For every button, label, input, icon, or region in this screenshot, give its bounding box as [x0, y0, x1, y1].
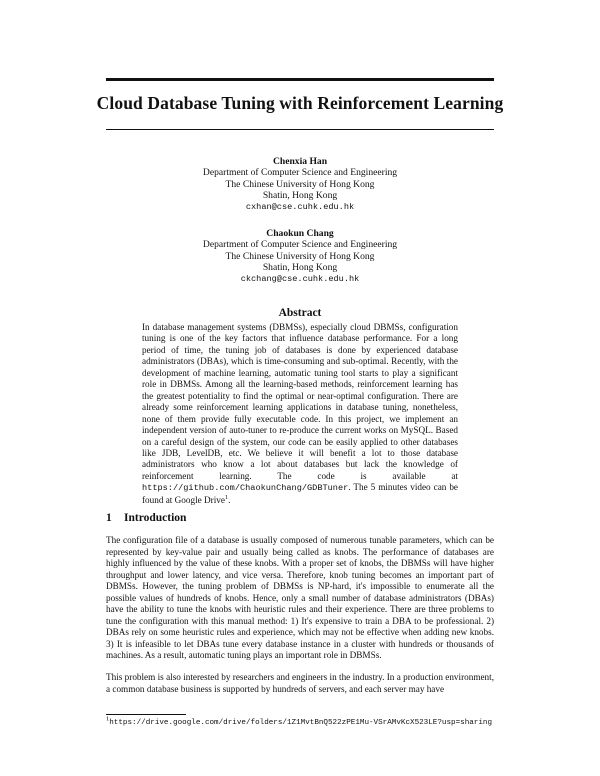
title-bottom-rule [106, 129, 494, 130]
footnote [106, 717, 494, 728]
author-department: Department of Computer Science and Engineering [202, 239, 398, 251]
author-department: Department of Computer Science and Engineering [202, 167, 398, 179]
abstract-text: In database management systems (DBMSs), especially cloud DBMSs, configuration tuning is one of the key factors that influence database performance. For a long period of time, the tuning job of databases is done by experienced database administrators (DBAs), which is time-consuming and sub-optimal. Recently, with the development of machine learning, automatic tuning tool starts to play a significant role in DBMSs. Among all the learning-based methods, reinforcement learning has the greatest potentiality to find the optimal or near-optimal configuration. There are already some reinforcement learning applications in database tuning, nonetheless, none of them provide fully executable code. In this project, we implement an independent version of auto-tuner to re-produce the current works on MySQL. Based on a careful design of the system, our code can be easily applied to other databases like JDB, LevelDB, etc. We believe it will benefit a lot to those database administrators who know a lot about databases but lack the knowledge of reinforcement learning. The code is available at [142, 322, 458, 481]
abstract-body [142, 322, 458, 506]
author-name: Chaokun Chang [266, 228, 334, 239]
footnote-marker[interactable]: 1 [224, 493, 229, 501]
author-university: The Chinese University of Hong Kong [225, 250, 375, 262]
abstract-heading: Abstract [278, 307, 322, 319]
paper-title: Cloud Database Tuning with Reinforcement Learning [96, 93, 504, 113]
author-university: The Chinese University of Hong Kong [225, 178, 375, 190]
abstract-end: . [228, 494, 231, 505]
author-email[interactable]: cxhan@cse.cuhk.edu.hk [245, 201, 355, 212]
intro-paragraph-2: This problem is also interested by researchers and engineers in the industry. In a production environment, a common database business is supported by hundreds of servers, and each server may have [106, 672, 494, 694]
author-name: Chenxia Han [272, 156, 328, 167]
author-location: Shatin, Hong Kong [262, 190, 338, 202]
code-link[interactable]: https://github.com/ChaokunChang/GDBTuner [142, 483, 349, 494]
author-block-2 [0, 228, 600, 285]
intro-paragraph-1: The configuration file of a database is usually composed of numerous tunable parameters, which can be represented by key-value pair and usually being called as knobs. The performance of databases are highly influenced by the value of these knobs. With a proper set of knobs, the DBMSs will have higher throughput and lower latency, and vice versa. Therefore, knob tuning becomes an important part of DBMSs. However, the tuning problem of DBMSs is NP-hard, it's impossible to enumerate all the possible values of hundreds of knobs. Hence, only a small number of database administrators (DBAs) have the ability to tune the knobs with heuristic rules and their experience. There are three problems to tune the configuration with this manual method: 1) It's expensive to train a DBA to be professional. 2) DBAs rely on some heuristic rules and experience, which may not be effective when adding new knobs. 3) It is infeasible to let DBAs tune every database instance in a cluster with hundreds or thousands of machines. As a result, automatic tuning plays an important role in DBMSs. [106, 535, 494, 660]
abstract-video-text: . The 5 minutes video can be found at Google Drive [142, 482, 458, 505]
section-heading [106, 512, 186, 524]
footnote-rule [106, 714, 186, 715]
section-title: Introduction [124, 512, 187, 524]
section-number: 1 [106, 512, 112, 524]
author-block-1 [0, 156, 600, 213]
author-email[interactable]: ckchang@cse.cuhk.edu.hk [240, 273, 360, 284]
footnote-number: 1 [106, 715, 110, 723]
title-top-rule [106, 78, 494, 81]
author-location: Shatin, Hong Kong [262, 262, 338, 274]
footnote-url[interactable]: https://drive.google.com/drive/folders/1Z1MvtBnQ522zPE1Mu-VSrAMvKcX523LE?usp=sharing [109, 719, 493, 727]
